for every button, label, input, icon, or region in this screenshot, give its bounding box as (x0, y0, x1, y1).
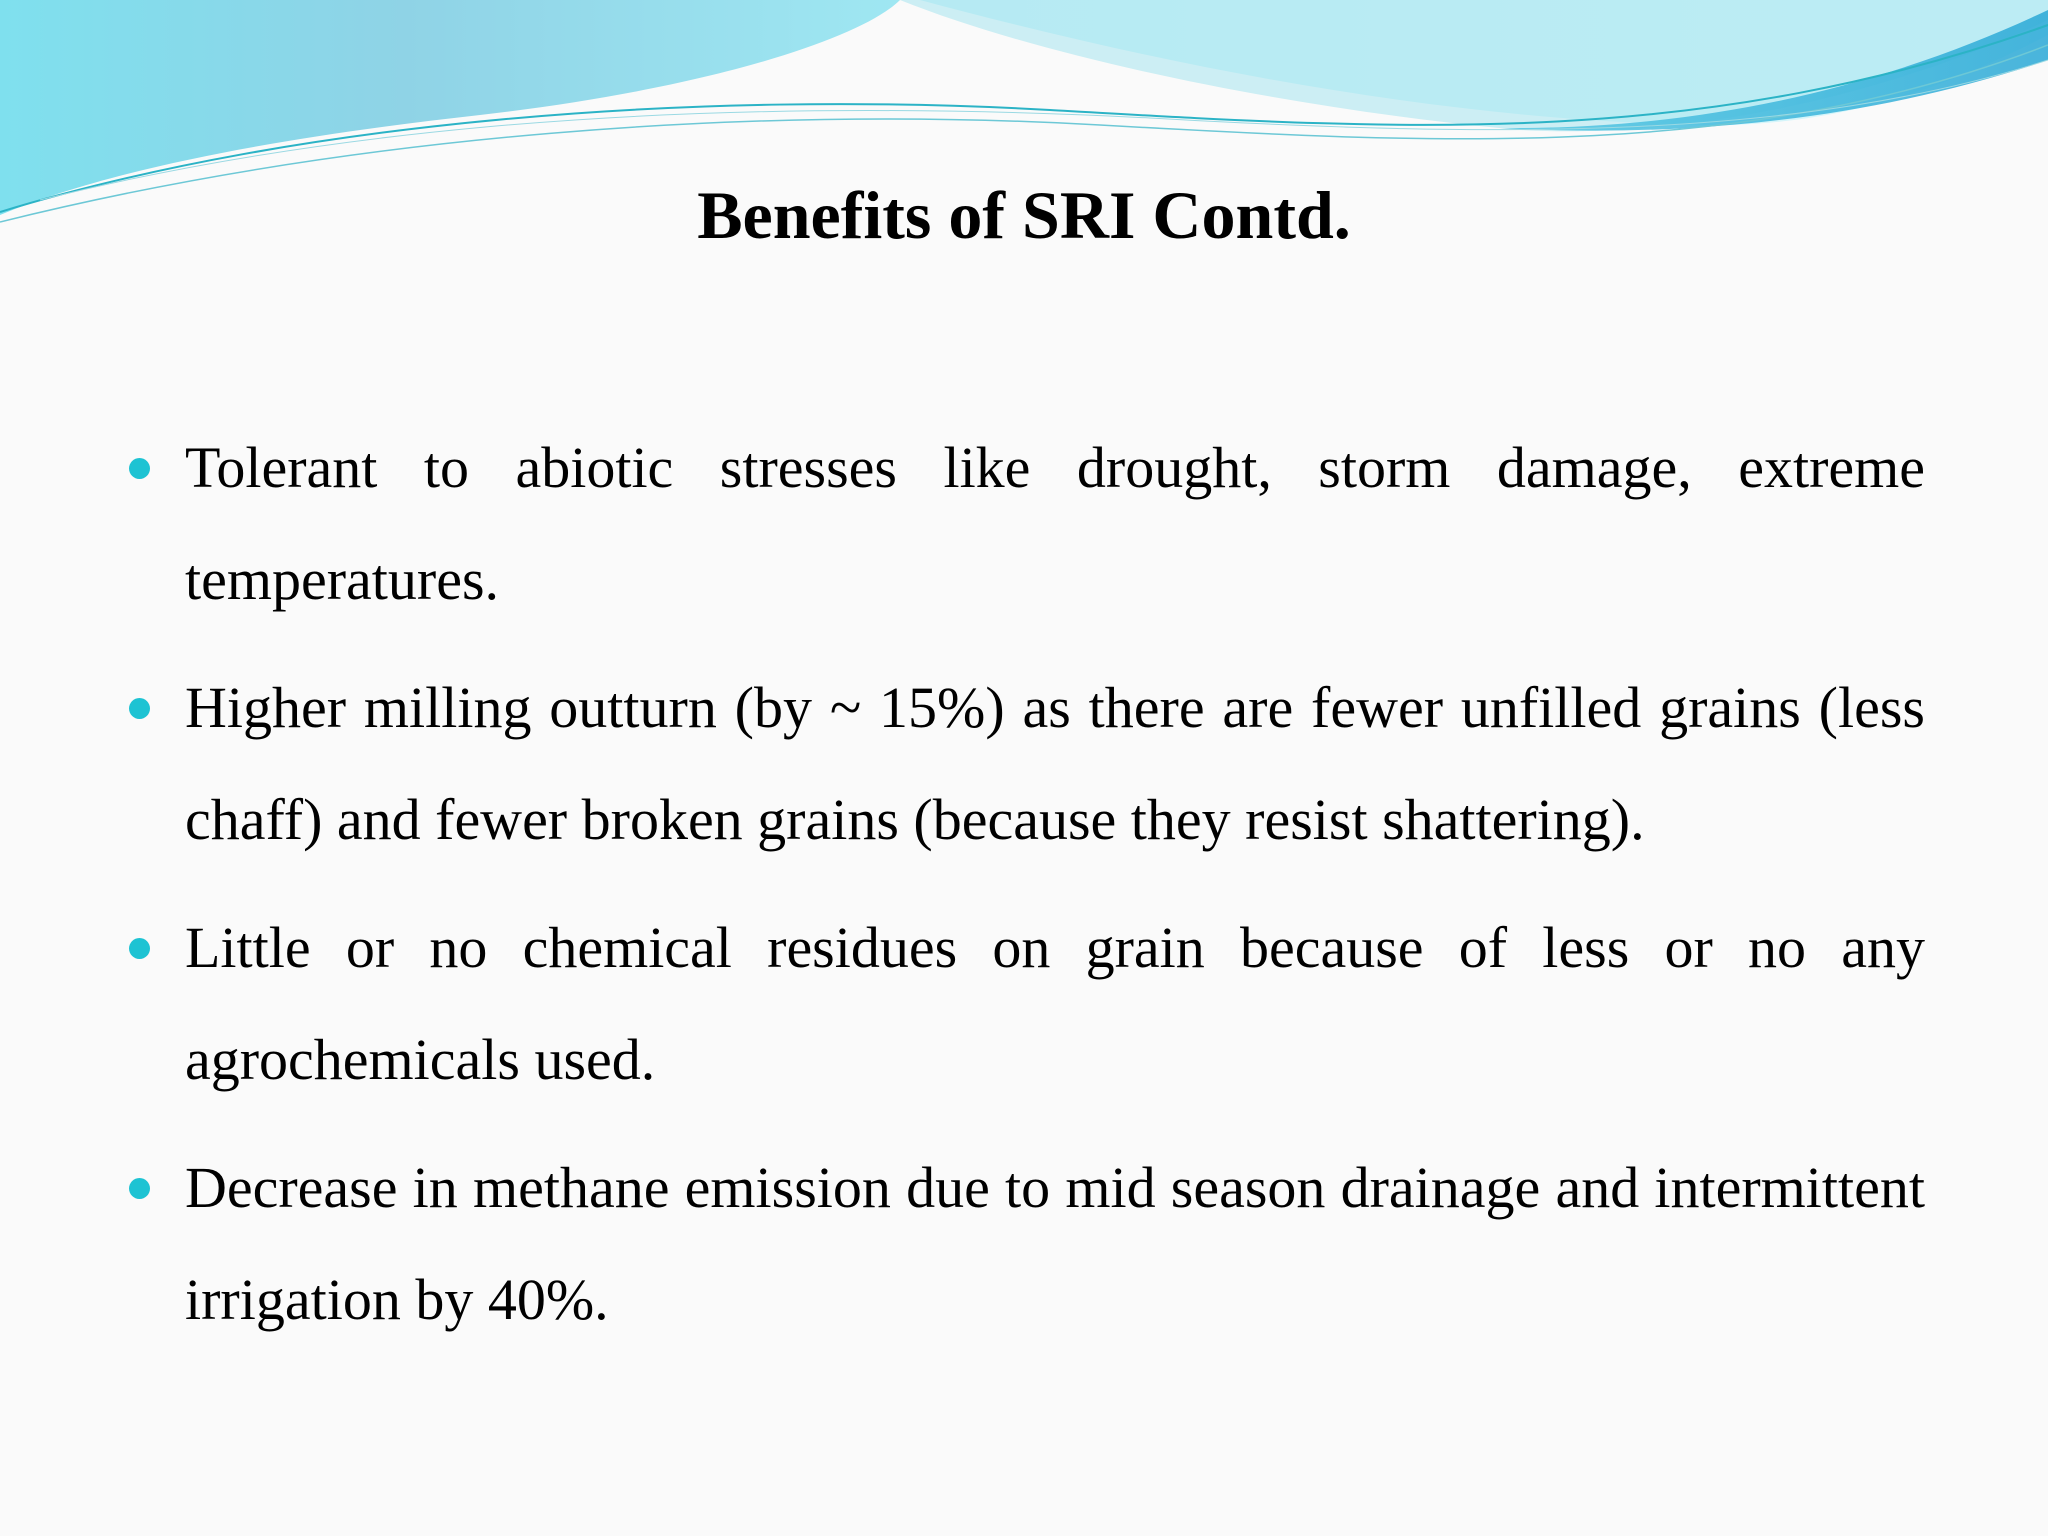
bullet-dot-icon (129, 1178, 150, 1199)
bullet-dot-icon (129, 698, 150, 719)
bullet-item (185, 412, 1925, 636)
bullet-text: Tolerant to abiotic stresses like drought, storm damage, extreme temperatures. (185, 435, 1925, 612)
bullet-dot-icon (129, 938, 150, 959)
slide-title: Benefits of SRI Contd. (697, 177, 1351, 253)
bullet-text: Higher milling outturn (by ~ 15%) as there are fewer unfilled grains (less chaff) and fewer broken grains (because they resist shattering). (185, 675, 1925, 852)
bullet-dot-icon (129, 458, 150, 479)
bullet-text: Little or no chemical residues on grain because of less or no any agrochemicals used. (185, 915, 1925, 1092)
bullet-item (185, 892, 1925, 1116)
bullet-item (185, 1132, 1925, 1356)
bullet-item (185, 652, 1925, 876)
bullet-text: Decrease in methane emission due to mid season drainage and intermittent irrigation by 40%. (185, 1155, 1925, 1332)
